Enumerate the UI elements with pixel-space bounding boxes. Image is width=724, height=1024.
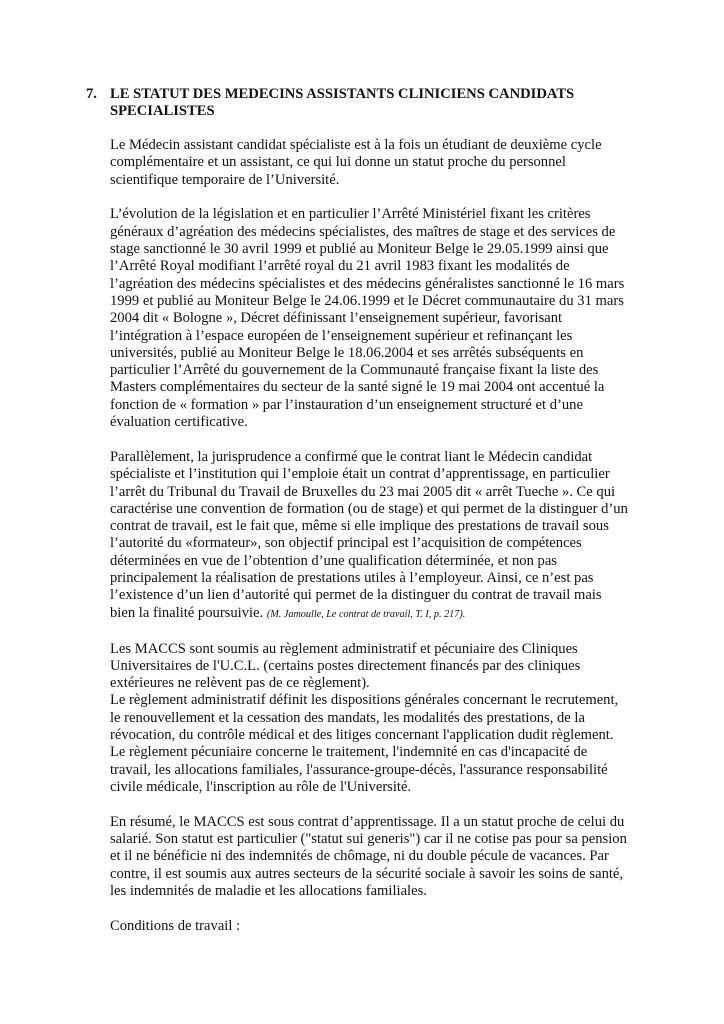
paragraph-pecuniary-regulation: Le règlement pécuniaire concerne le traitement, l'indemnité en cas d'incapacité de travail, les allocations familiales, l'assurance-groupe-décès, l'assurance responsabilité civile médicale, l'inscription au rôle de l'Université. xyxy=(110,744,608,795)
paragraph-working-conditions: Conditions de travail : xyxy=(110,917,241,934)
paragraph-status-intro: Le Médecin assistant candidat spécialiste est à la fois un étudiant de deuxième cycle complémentaire et un assistant, ce qui lui donne un statut proche du personnel scientifique temporaire de l’Université. xyxy=(110,137,602,188)
jurisprudence-text: Parallèlement, la jurisprudence a confirmé que le contrat liant le Médecin candidat spécialiste et l’institution qui l’emploie était un contrat d’apprentissage, en particulier l’arrêt du Tribunal du Travail de Bruxelles du 23 mai 2005 dit « arrêt Tueche ». Ce qui caractérise une convention de formation (ou de stage) et qui permet de la distinguer d’un contrat de travail, est le fait que, même si elle implique des prestations de travail sous l’autorité du «formateur», son objectif principal est l’acquisition de compétences déterminées en vue de l’obtention d’une qualification déterminée, et non pas principalement la réalisation de prestations utiles à l’employeur. Ainsi, ce n’est pas l’existence d’un lien d’autorité qui permet de la distinguer du contrat de travail mais bien la finalité poursuivie. xyxy=(110,448,628,621)
paragraph-maccs-regulation: Les MACCS sont soumis au règlement administratif et pécuniaire des Cliniques Universitaires de l'U.C.L. (certains postes directement financés par des cliniques extérieures ne relèvent pas de ce règlement). xyxy=(110,640,581,692)
section-number: 7. xyxy=(86,86,97,102)
paragraph-administrative-regulation: Le règlement administratif définit les dispositions générales concernant le recrutement, le renouvellement et la cessation des mandats, les modalités des prestations, de la révocation, du contrôle médical et des litiges concernant l'application dudit règlement. xyxy=(110,692,619,743)
document-body xyxy=(110,137,630,953)
paragraph-legislation: L’évolution de la législation et en particulier l’Arrêté Ministériel fixant les critères généraux d’agréation des médecins spécialistes, des maîtres de stage et des services de stage sanctionné le 30 avril 1999 et publié au Moniteur Belge le 29.05.1999 ainsi que l’Arrêté Royal modifiant l’arrêté royal du 21 avril 1983 fixant les modalités de l’agréation des médecins spécialistes et des médecins généralistes sanctionné le 16 mars 1999 et publié au Moniteur Belge le 24.06.1999 et le Décret communautaire du 31 mars 2004 dit « Bologne », Décret définissant l’enseignement supérieur, favorisant l’intégration à l’espace européen de l’enseignement supérieur et refinançant les universités, publié au Moniteur Belge le 18.06.2004 et ses arrêtés subséquents en particulier l’Arrêté du gouvernement de la Communauté française fixant la liste des Masters complémentaires du secteur de la santé signé le 19 mai 2004 ont accentué la fonction de « formation » par l’instauration d’un enseignement structuré et d’une évaluation certificative. xyxy=(110,206,625,431)
paragraph-summary: En résumé, le MACCS est sous contrat d’apprentissage. Il a un statut proche de celui du salarié. Son statut est particulier ("statut sui generis") car il ne cotise pas pour sa pension et il ne bénéficie ni des indemnités de chômage, ni du double pécule de vacances. Par contre, il est soumis aux autres secteurs de la sécurité sociale à savoir les soins de santé, les indemnités de maladie et les allocations familiales. xyxy=(110,813,627,899)
paragraph-jurisprudence xyxy=(110,449,630,623)
citation: (M. Jamoulle, Le contrat de travail, T. I, p. 217). xyxy=(266,608,466,620)
section-title: LE STATUT DES MEDECINS ASSISTANTS CLINICIENS CANDIDATS SPECIALISTES xyxy=(110,86,575,120)
